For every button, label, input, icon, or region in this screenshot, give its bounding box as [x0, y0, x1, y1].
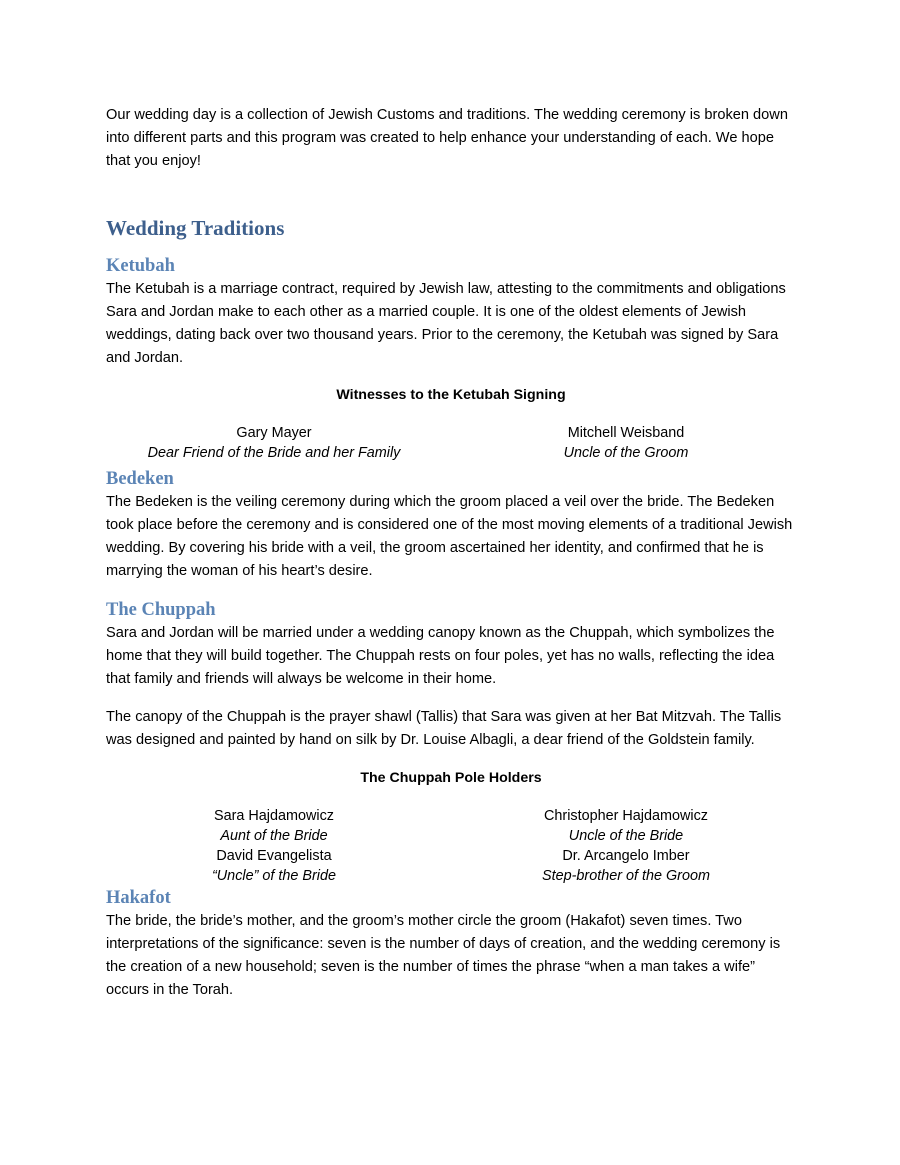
holder-role: Aunt of the Bride — [220, 828, 328, 844]
section-title: Wedding Traditions — [106, 216, 285, 240]
holder-name: David Evangelista — [216, 848, 332, 864]
chuppah-paragraph-1: Sara and Jordan will be married under a wedding canopy known as the Chuppah, which symbolizes the home that they will build together. The Chuppah rests on four poles, yet has no walls, reflecting the idea that family and friends will always be welcome in their home. — [106, 625, 775, 687]
witness-role: Dear Friend of the Bride and her Family — [147, 445, 401, 461]
witness-name: Gary Mayer — [236, 425, 312, 441]
ketubah-heading: Ketubah — [106, 256, 175, 276]
witness-2 — [456, 423, 796, 463]
witnesses-list — [106, 423, 796, 467]
holder-role: “Uncle” of the Bride — [212, 868, 336, 884]
intro-paragraph: Our wedding day is a collection of Jewish Customs and traditions. The wedding ceremony is broken down into different parts and this program was created to help enhance your understanding of each. We hope that you enjoy! — [106, 107, 788, 169]
bedeken-heading: Bedeken — [106, 469, 174, 489]
hakafot-heading: Hakafot — [106, 888, 171, 908]
holder-name: Dr. Arcangelo Imber — [562, 848, 690, 864]
chuppah-paragraph-2: The canopy of the Chuppah is the prayer shawl (Tallis) that Sara was given at her Bat Mitzvah. The Tallis was designed and painted by hand on silk by Dr. Louise Albagli, a dear friend of the Goldstein family. — [106, 709, 782, 748]
witness-name: Mitchell Weisband — [567, 425, 685, 441]
holder-role: Uncle of the Bride — [568, 828, 684, 844]
witness-1 — [104, 423, 444, 463]
bedeken-paragraph: The Bedeken is the veiling ceremony during which the groom placed a veil over the bride. The Bedeken took place before the ceremony and is considered one of the most moving elements of a traditional Jewish wedding. By covering his bride with a veil, the groom ascertained her identity, and confirmed that he is marrying the woman of his heart’s desire. — [106, 494, 793, 579]
hakafot-paragraph: The bride, the bride’s mother, and the groom’s mother circle the groom (Hakafot) seven times. Two interpretations of the significance: seven is the number of days of creation, and the wedding ceremony is the creation of a new household; seven is the number of times the phrase “when a man takes a wife” occurs in the Torah. — [106, 913, 781, 998]
chuppah-heading: The Chuppah — [106, 600, 216, 620]
holder-name: Sara Hajdamowicz — [214, 808, 334, 824]
holder-role: Step-brother of the Groom — [542, 868, 710, 884]
witness-role: Uncle of the Groom — [563, 445, 689, 461]
ketubah-paragraph: The Ketubah is a marriage contract, required by Jewish law, attesting to the commitments and obligations Sara and Jordan make to each other as a married couple. It is one of the oldest elements of Jewish weddings, dating back over two thousand years. Prior to the ceremony, the Ketubah was signed by Sara and Jordan. — [106, 281, 786, 366]
document-page — [106, 104, 796, 1002]
pole-holders-right — [456, 806, 796, 886]
pole-holders-list — [106, 806, 796, 886]
holder-name: Christopher Hajdamowicz — [544, 808, 708, 824]
pole-holders-left — [104, 806, 444, 886]
witnesses-heading: Witnesses to the Ketubah Signing — [336, 387, 566, 403]
pole-holders-heading: The Chuppah Pole Holders — [360, 770, 542, 786]
